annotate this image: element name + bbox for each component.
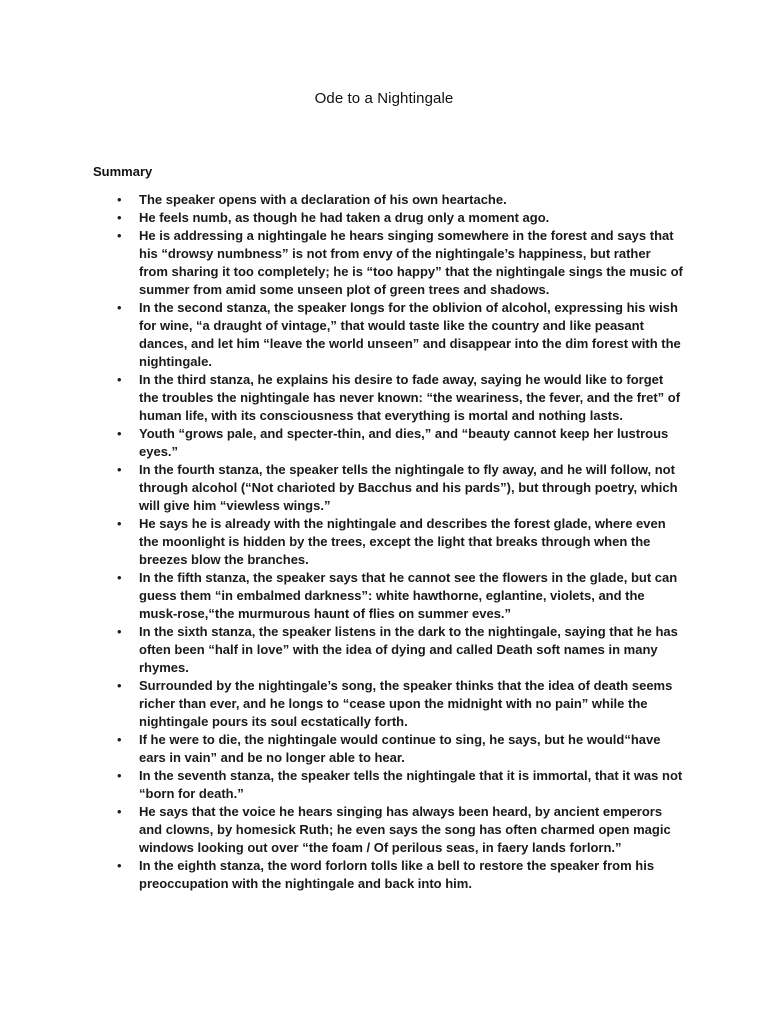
bullet-dot: • <box>117 426 122 441</box>
summary-bullet-text: He is addressing a nightingale he hears singing somewhere in the forest and says that his “drowsy numbness” is not from envy of the nightingale’s happiness, but rather from sharing it too completely; he is “too happy” that the nightingale sings the music of summer from amid some unseen plot of green trees and shadows. <box>139 228 683 297</box>
bullet-dot: • <box>117 858 122 873</box>
summary-bullet-text: Surrounded by the nightingale’s song, the speaker thinks that the idea of death seems richer than ever, and he longs to “cease upon the midnight with no pain” while the nightingale pours its soul ecstatically forth. <box>139 678 673 729</box>
summary-bullet-text: In the sixth stanza, the speaker listens in the dark to the nightingale, saying that he has often been “half in love” with the idea of dying and called Death soft names in many rhymes. <box>139 624 678 675</box>
summary-bullet-item <box>93 371 683 425</box>
summary-bullet-text: The speaker opens with a declaration of his own heartache. <box>139 192 507 207</box>
summary-bullet-text: In the third stanza, he explains his desire to fade away, saying he would like to forget the troubles the nightingale has never known: “the weariness, the fever, and the fret” of human life, with its consciousness that everything is mortal and nothing lasts. <box>139 372 681 423</box>
bullet-dot: • <box>117 372 122 387</box>
bullet-dot: • <box>117 516 122 531</box>
summary-bullet-item <box>93 299 683 371</box>
summary-bullet-item <box>93 623 683 677</box>
summary-bullet-item <box>93 569 683 623</box>
summary-bullet-text: Youth “grows pale, and specter-thin, and dies,” and “beauty cannot keep her lustrous eyes.” <box>139 426 669 459</box>
summary-bullet-item <box>93 767 683 803</box>
summary-bullet-text: If he were to die, the nightingale would continue to sing, he says, but he would“have ears in vain” and be no longer able to hear. <box>139 732 661 765</box>
summary-bullet-text: In the second stanza, the speaker longs for the oblivion of alcohol, expressing his wish for wine, “a draught of vintage,” that would taste like the country and like peasant dances, and let him “leave the world unseen” and disappear into the dim forest with the nightingale. <box>139 300 681 369</box>
bullet-dot: • <box>117 192 122 207</box>
summary-bullet-text: In the fourth stanza, the speaker tells the nightingale to fly away, and he will follow, not through alcohol (“Not charioted by Bacchus and his pards”), but through poetry, which will give him “viewless wings.” <box>139 462 678 513</box>
bullet-dot: • <box>117 768 122 783</box>
summary-bullet-item <box>93 461 683 515</box>
summary-bullet-item <box>93 731 683 767</box>
bullet-dot: • <box>117 210 122 225</box>
bullet-dot: • <box>117 624 122 639</box>
summary-bullet-text: He says he is already with the nightingale and describes the forest glade, where even the moonlight is hidden by the trees, except the light that breaks through when the breezes blow the branches. <box>139 516 666 567</box>
summary-bullet-item <box>93 425 683 461</box>
summary-bullet-item <box>93 191 683 209</box>
bullet-dot: • <box>117 570 122 585</box>
summary-bullet-text: He says that the voice he hears singing has always been heard, by ancient emperors and clowns, by homesick Ruth; he even says the song has often charmed open magic windows looking out over “the foam / Of perilous seas, in faery lands forlorn.” <box>139 804 671 855</box>
summary-bullet-item <box>93 857 683 893</box>
summary-bullet-item <box>93 677 683 731</box>
summary-heading: Summary <box>93 164 153 179</box>
bullet-dot: • <box>117 462 122 477</box>
summary-bullet-text: In the fifth stanza, the speaker says that he cannot see the flowers in the glade, but can guess them “in embalmed darkness”: white hawthorne, eglantine, violets, and the musk-rose,“the murmurous haunt of flies on summer eves.” <box>139 570 678 621</box>
summary-bullet-item <box>93 227 683 299</box>
summary-bullet-item <box>93 803 683 857</box>
summary-bullet-item <box>93 209 683 227</box>
summary-bullet-text: In the eighth stanza, the word forlorn tolls like a bell to restore the speaker from his preoccupation with the nightingale and back into him. <box>139 858 655 891</box>
bullet-dot: • <box>117 228 122 243</box>
summary-bullet-text: He feels numb, as though he had taken a drug only a moment ago. <box>139 210 550 225</box>
bullet-dot: • <box>117 732 122 747</box>
document-title: Ode to a Nightingale <box>314 90 454 107</box>
summary-bullet-text: In the seventh stanza, the speaker tells the nightingale that it is immortal, that it was not “born for death.” <box>139 768 683 801</box>
bullet-dot: • <box>117 300 122 315</box>
bullet-dot: • <box>117 678 122 693</box>
summary-bullet-item <box>93 515 683 569</box>
summary-bullet-list <box>93 191 683 893</box>
bullet-dot: • <box>117 804 122 819</box>
